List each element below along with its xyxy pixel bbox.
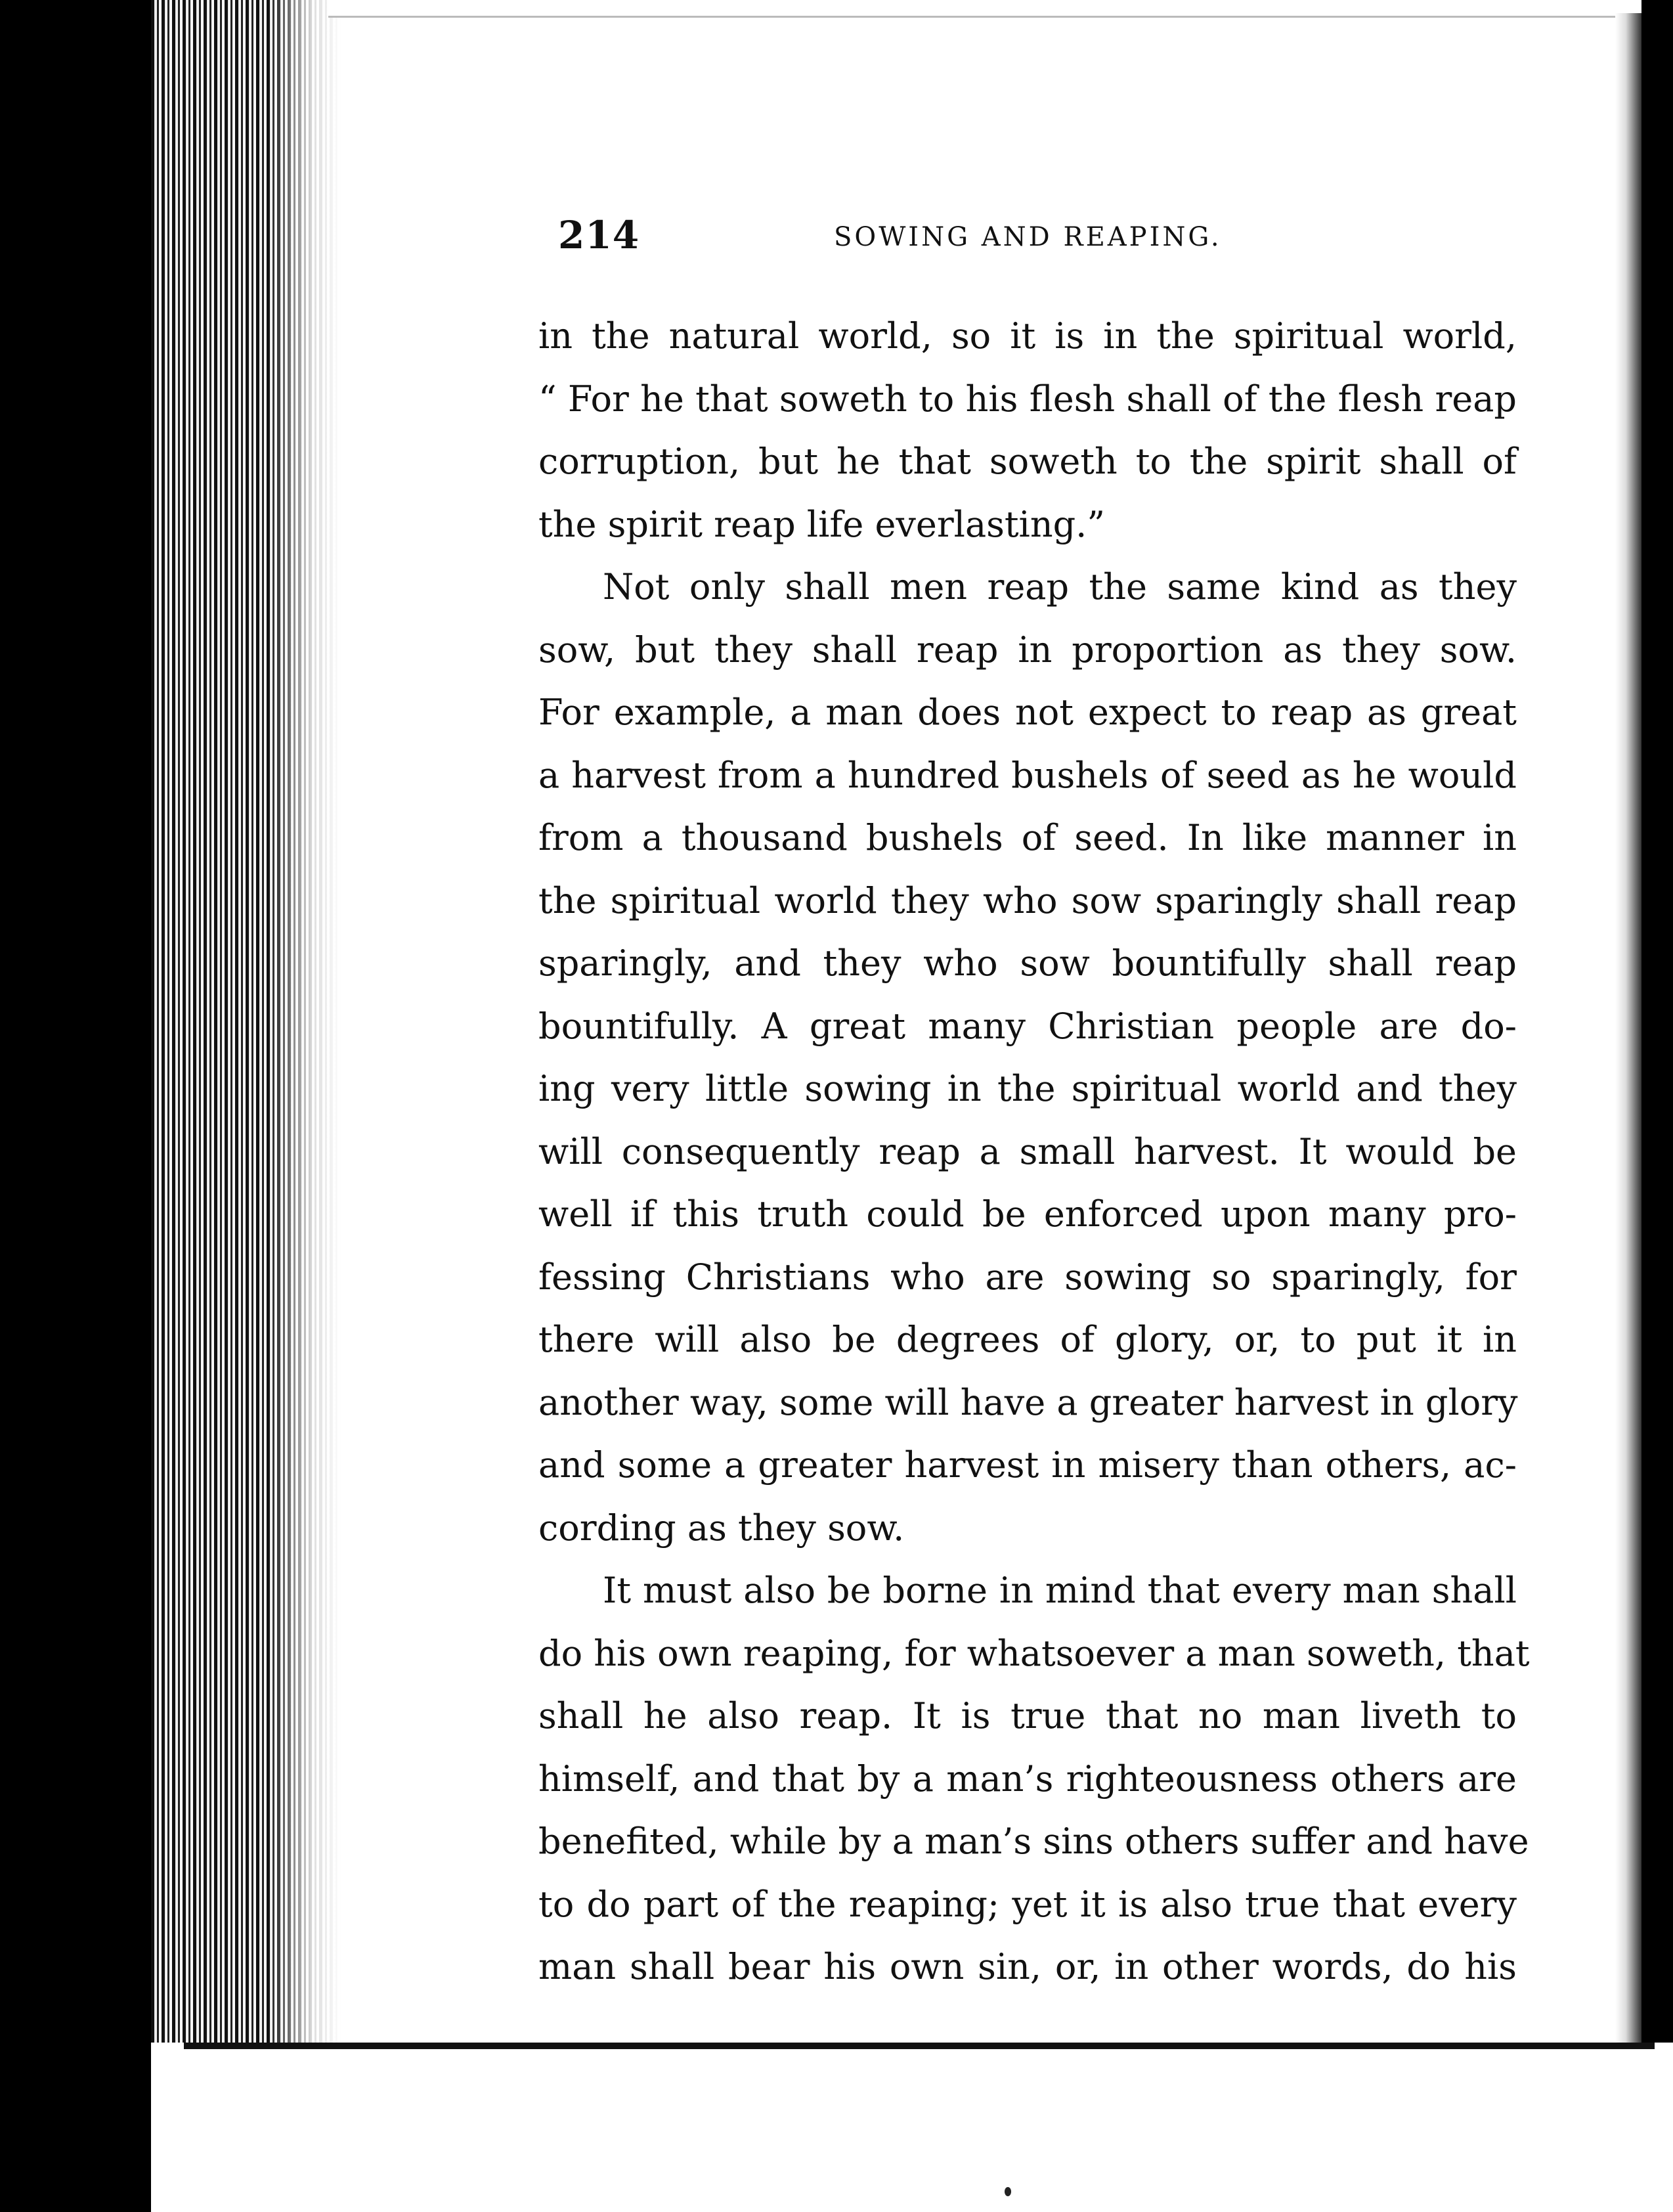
scan-background-right: [1641, 0, 1673, 2212]
text-line: in the natural world, so it is in the spiritual world,: [538, 315, 1517, 357]
scan-background-left: [0, 0, 151, 2212]
page-right-shadow: [1615, 13, 1641, 2043]
text-line: cording as they sow.: [538, 1507, 905, 1549]
text-line: will consequently reap a small harvest. It would be: [538, 1130, 1517, 1172]
text-line: a harvest from a hundred bushels of seed as he would: [538, 754, 1517, 796]
text-line: bountifully. A great many Christian people are do-: [538, 1005, 1517, 1047]
text-line: It must also be borne in mind that every man shall: [603, 1570, 1517, 1611]
text-line: man shall bear his own sin, or, in other words, do his: [538, 1946, 1517, 1987]
text-line: himself, and that by a man’s righteousness others are: [538, 1758, 1517, 1800]
ink-speck: [1005, 2187, 1011, 2196]
text-line: shall he also reap. It is true that no man liveth to: [538, 1695, 1517, 1736]
text-line: benefited, while by a man’s sins others suffer and have: [538, 1821, 1529, 1862]
text-line: another way, some will have a greater harvest in glory: [538, 1381, 1518, 1423]
text-line: the spiritual world they who sow sparingly shall reap: [538, 879, 1517, 921]
running-title: SOWING AND REAPING.: [834, 222, 1222, 252]
page-bottom-edge: [184, 2043, 1655, 2049]
text-line: fessing Christians who are sowing so sparingly, for: [538, 1256, 1517, 1298]
text-line: ing very little sowing in the spiritual world and they: [538, 1068, 1517, 1109]
text-line: For example, a man does not expect to reap as great: [538, 692, 1517, 733]
text-line: to do part of the reaping; yet it is also true that every: [538, 1883, 1517, 1925]
text-line: there will also be degrees of glory, or, to put it in: [538, 1319, 1517, 1360]
text-line: from a thousand bushels of seed. In like manner in: [538, 817, 1517, 858]
running-head: [558, 213, 1609, 285]
text-line: Not only shall men reap the same kind as they: [603, 566, 1517, 608]
page-number: 214: [558, 213, 640, 257]
text-line: the spirit reap life everlasting.”: [538, 503, 1105, 545]
page-top-edge: [328, 0, 1641, 18]
text-line: do his own reaping, for whatsoever a man soweth, that: [538, 1632, 1530, 1674]
text-line: well if this truth could be enforced upon many pro-: [538, 1193, 1517, 1235]
text-line: corruption, but he that soweth to the spirit shall of: [538, 441, 1517, 482]
body-text: [538, 305, 1530, 1999]
book-page: [341, 16, 1615, 2043]
text-line: “ For he that soweth to his flesh shall of the flesh reap: [538, 378, 1517, 420]
book-page-edges: [151, 0, 341, 2212]
text-line: and some a greater harvest in misery than others, ac-: [538, 1444, 1517, 1486]
page-bottom-margin: [151, 2043, 1673, 2212]
text-line: sparingly, and they who sow bountifully shall reap: [538, 942, 1517, 984]
text-line: sow, but they shall reap in proportion as they sow.: [538, 629, 1517, 671]
